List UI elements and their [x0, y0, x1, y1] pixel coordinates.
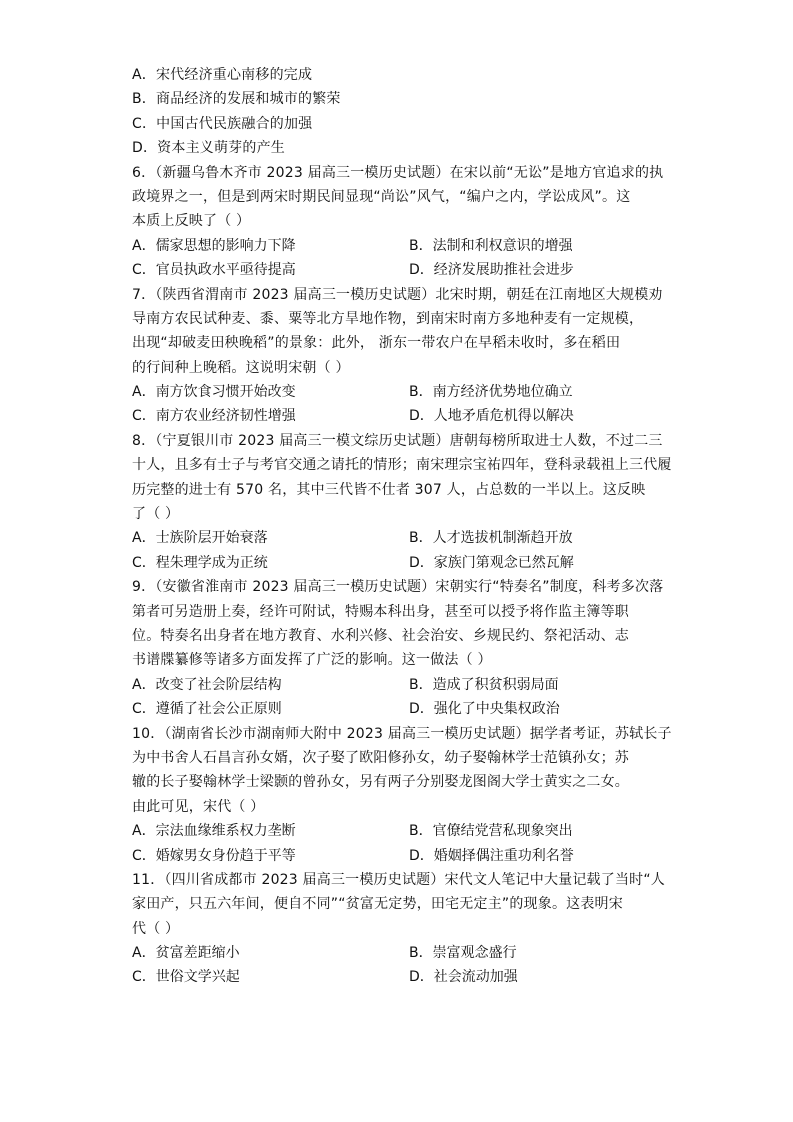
question-stem-line: 第者可另造册上奏，经许可附试，特赐本科出身，甚至可以授予将作监主簿等职: [132, 603, 629, 620]
option-a: A．南方饮食习惯开始改变: [132, 384, 296, 401]
question-6: [132, 161, 692, 283]
question-stem-line: 代（ ）: [132, 920, 180, 937]
option-row: [132, 844, 692, 868]
option-c: C．中国古代民族融合的加强: [132, 115, 313, 132]
question-9: [132, 575, 692, 721]
option-b: B．南方经济优势地位确立: [409, 384, 573, 401]
question-8: [132, 429, 692, 575]
option-row: [132, 673, 692, 697]
question-stem-line: 辙的长子娶翰林学士梁颢的曾孙女，另有两子分别娶龙图阁大学士黄实之二女。: [132, 774, 629, 791]
question-stem-line: 9．（安徽省淮南市 2023 届高三一模历史试题）宋朝实行“特奏名”制度，科考多次落: [132, 579, 664, 596]
option-c: C．官员执政水平亟待提高: [132, 262, 296, 279]
option-a: A．儒家思想的影响力下降: [132, 237, 296, 254]
option-d: D．强化了中央集权政治: [409, 701, 560, 718]
question-stem-line: 十人，且多有士子与考官交通之请托的情形；南宋理宗宝祐四年，登科录载祖上三代履: [132, 457, 672, 474]
option-b: B．人才选拔机制渐趋开放: [409, 530, 573, 547]
option-d: D．资本主义萌芽的产生: [132, 140, 285, 157]
option-a: A．士族阶层开始衰落: [132, 530, 268, 547]
option-d: D．家族门第观念已然瓦解: [409, 554, 574, 571]
option-b: B．官僚结党营私现象突出: [409, 823, 573, 840]
question-stem-line: 本质上反映了（ ）: [132, 213, 251, 230]
option-b: B．造成了积贫积弱局面: [409, 676, 559, 693]
exam-page: [132, 63, 692, 990]
question-stem-line: 的行间种上晚稻。这说明宋朝（ ）: [132, 359, 350, 376]
question-stem-line: 导南方农民试种麦、黍、粟等北方旱地作物，到南宋时南方多地种麦有一定规模，: [132, 310, 644, 327]
option-row: [132, 258, 692, 282]
question-5-options: [132, 63, 692, 161]
question-stem-line: 家田产，只五六年间，便自不同”“贫富无定势，田宅无定主”的现象。这表明宋: [132, 896, 623, 913]
question-stem-line: 11．（四川省成都市 2023 届高三一模历史试题）宋代文人笔记中大量记载了当时“人: [132, 871, 665, 888]
option-c: C．婚嫁男女身份趋于平等: [132, 847, 296, 864]
option-row: [132, 234, 692, 258]
option-a: A．宋代经济重心南移的完成: [132, 67, 313, 83]
option-row: [132, 380, 692, 404]
option-d: D．婚姻择偶注重功利名誉: [409, 847, 574, 864]
option-row: [132, 697, 692, 721]
question-stem-line: 8．（宁夏银川市 2023 届高三一模文综历史试题）唐朝每榜所取进士人数，不过二三: [132, 432, 663, 449]
option-a: A．改变了社会阶层结构: [132, 676, 282, 693]
question-stem-line: 出现“却破麦田秧晚稻”的景象：此外， 浙东一带农户在早稻未收时，多在稻田: [132, 335, 621, 352]
question-7: [132, 283, 692, 429]
question-11: [132, 868, 692, 990]
option-c: C．程朱理学成为正统: [132, 554, 268, 571]
question-stem-line: 书谱牒纂修等诸多方面发挥了广泛的影响。这一做法（ ）: [132, 652, 492, 669]
option-row: [132, 941, 692, 965]
question-stem-line: 位。特奏名出身者在地方教育、水利兴修、社会治安、乡规民约、祭祀活动、志: [132, 627, 629, 644]
question-stem-line: 10．（湖南省长沙市湖南师大附中 2023 届高三一模历史试题）据学者考证，苏轼长子: [132, 725, 672, 742]
question-stem-line: 由此可见，宋代（ ）: [132, 798, 265, 815]
question-10: [132, 722, 692, 868]
question-stem-line: 了（ ）: [132, 506, 180, 523]
option-row: [132, 551, 692, 575]
option-a: A．贫富差距缩小: [132, 945, 240, 962]
option-c: C．南方农业经济韧性增强: [132, 408, 296, 425]
option-d: D．经济发展助推社会进步: [409, 262, 574, 279]
option-b: B．商品经济的发展和城市的繁荣: [132, 91, 341, 108]
option-a: A．宗法血缘维系权力垄断: [132, 823, 296, 840]
option-c: C．世俗文学兴起: [132, 969, 240, 986]
option-d: D．人地矛盾危机得以解决: [409, 408, 574, 425]
question-stem-line: 为中书舍人石昌言孙女婿，次子娶了欧阳修孙女，幼子娶翰林学士范镇孙女；苏: [132, 749, 629, 766]
option-c: C．遵循了社会公正原则: [132, 701, 282, 718]
question-stem-line: 6．（新疆乌鲁木齐市 2023 届高三一模历史试题）在宋以前“无讼”是地方官追求的执: [132, 164, 664, 181]
option-row: [132, 819, 692, 843]
option-b: B．崇富观念盛行: [409, 945, 517, 962]
option-b: B．法制和利权意识的增强: [409, 237, 573, 254]
question-stem-line: 政境界之一，但是到两宋时期民间显现“尚讼”风气，“编户之内，学讼成风”。这: [132, 188, 631, 205]
option-row: [132, 404, 692, 428]
question-stem-line: 历完整的进士有 570 名，其中三代皆不仕者 307 人，占总数的一半以上。这反映: [132, 481, 646, 498]
option-row: [132, 965, 692, 989]
option-row: [132, 526, 692, 550]
question-stem-line: 7．（陕西省渭南市 2023 届高三一模历史试题）北宋时期，朝廷在江南地区大规模劝: [132, 286, 663, 303]
option-d: D．社会流动加强: [409, 969, 518, 986]
